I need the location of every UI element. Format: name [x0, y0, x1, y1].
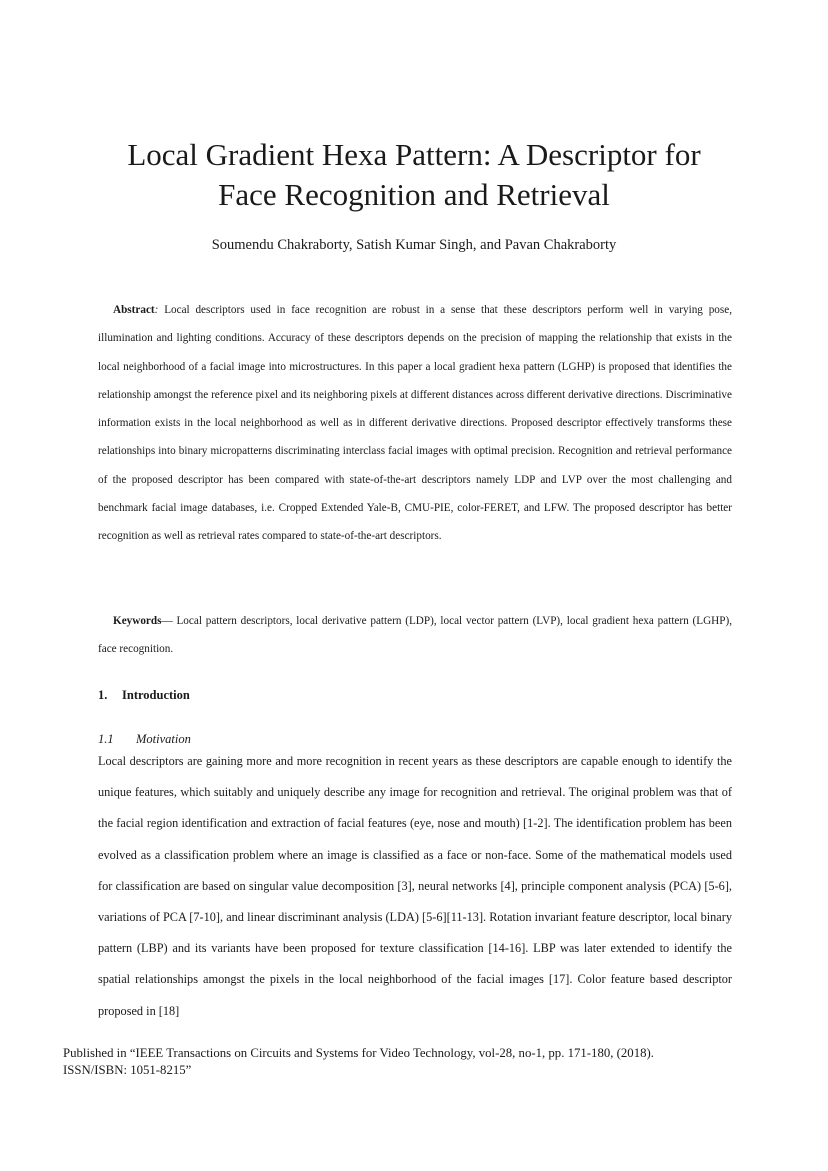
footer-line-2: ISSN/ISBN: 1051-8215”	[63, 1062, 192, 1077]
section-heading-introduction	[98, 686, 190, 704]
title-line-2: Face Recognition and Retrieval	[218, 177, 610, 212]
body-paragraph: Local descriptors are gaining more and more recognition in recent years as these descriptors are capable enough to identify the unique features, which suitably and uniquely describe any image for recognition and retrieval. The original problem was that of the facial region identification and extraction of facial features (eye, nose and mouth) [1-2]. The identification problem has been evolved as a classification problem where an image is classified as a face or non-face. Some of the mathematical models used for classification are based on singular value decomposition [3], neural networks [4], principle component analysis (PCA) [5-6], variations of PCA [7-10], and linear discriminant analysis (LDA) [5-6][11-13]. Rotation invariant feature descriptor, local binary pattern (LBP) and its variants have been proposed for texture classification [14-16]. LBP was later extended to identify the spatial relationships amongst the pixels in the local neighborhood of the facial images [17]. Color feature based descriptor proposed in [18]	[98, 754, 732, 1018]
abstract-text: Local descriptors used in face recognition are robust in a sense that these descriptors perform well in varying pose, illumination and lighting conditions. Accuracy of these descriptors depends on the precision of mapping the relationship that exists in the local neighborhood of a facial image into microstructures. In this paper a local gradient hexa pattern (LGHP) is proposed that identifies the relationship amongst the reference pixel and its neighboring pixels at different distances across different derivative directions. Discriminative information exists in the local neighborhood as well as in different derivative directions. Proposed descriptor effectively transforms these relationships into binary micropatterns discriminating interclass facial images with optimal precision. Recognition and retrieval performance of the proposed descriptor has been compared with state-of-the-art descriptors namely LDP and LVP over the most challenging and benchmark facial image databases, i.e. Cropped Extended Yale-B, CMU-PIE, color-FERET, and LFW. The proposed descriptor has better recognition as well as retrieval rates compared to state-of-the-art descriptors.	[98, 304, 732, 543]
keywords	[98, 607, 732, 664]
footer-line-1: Published in “IEEE Transactions on Circuits and Systems for Video Technology, vol-28, no-1, pp. 171-180, (2018).	[63, 1046, 654, 1060]
abstract-label: Abstract	[113, 304, 155, 316]
keywords-label: Keywords	[113, 615, 162, 627]
section-title: Introduction	[122, 688, 190, 702]
section-number: 1.	[98, 688, 108, 702]
abstract-separator: :	[154, 304, 159, 316]
title-line-1: Local Gradient Hexa Pattern: A Descriptor for	[127, 137, 701, 172]
publication-footer	[63, 1045, 763, 1078]
subsection-title: Motivation	[136, 732, 191, 746]
abstract	[98, 296, 732, 551]
paper-title	[60, 135, 768, 215]
keywords-text: — Local pattern descriptors, local derivative pattern (LDP), local vector pattern (LVP), local gradient hexa pattern (LGHP), face recognition.	[98, 615, 732, 656]
subsection-number: 1.1	[98, 732, 114, 746]
author-list: Soumendu Chakraborty, Satish Kumar Singh, and Pavan Chakraborty	[211, 237, 617, 253]
